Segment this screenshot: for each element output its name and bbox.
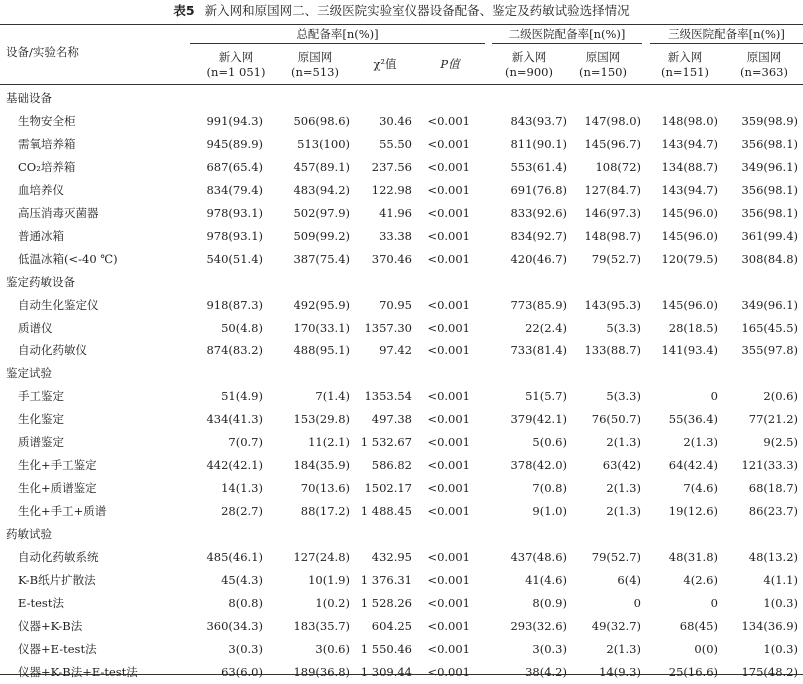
cell-level3-orig: 134(36.9) xyxy=(741,618,798,633)
cell-p-value: <0.001 xyxy=(427,320,470,335)
subheader-level3-new: 新入网 (n=151) xyxy=(661,50,709,79)
cell-total-orig: 506(98.6) xyxy=(293,113,350,128)
cell-p-value: <0.001 xyxy=(427,504,470,519)
item-name: 仪器+E-test法 xyxy=(18,641,97,656)
cell-level3-new: 145(96.0) xyxy=(661,297,718,312)
cell-level3-new: 143(94.7) xyxy=(661,136,718,151)
cell-total-new: 3(0.3) xyxy=(228,641,263,656)
cell-total-orig: 184(35.9) xyxy=(293,458,350,473)
item-name: 自动生化鉴定仪 xyxy=(18,297,99,312)
cell-level3-orig: 121(33.3) xyxy=(741,458,798,473)
cell-total-orig: 3(0.6) xyxy=(315,641,350,656)
item-name: 自动化药敏仪 xyxy=(18,343,87,358)
table-row xyxy=(0,431,803,454)
cell-total-orig: 457(89.1) xyxy=(293,159,350,174)
table-caption xyxy=(0,0,803,22)
cell-level2-new: 41(4.6) xyxy=(525,573,567,588)
group-header-level3: 三级医院配备率[n(%)] xyxy=(668,27,785,41)
cell-total-new: 14(1.3) xyxy=(221,481,263,496)
cell-level2-new: 38(4.2) xyxy=(525,664,567,679)
cell-level3-orig: 9(2.5) xyxy=(763,435,798,450)
cell-level3-new: 48(31.8) xyxy=(668,550,718,565)
subheader-level2-orig: 原国网 (n=150) xyxy=(579,50,627,79)
cell-level2-new: 8(0.9) xyxy=(532,595,567,610)
cell-p-value: <0.001 xyxy=(427,228,470,243)
cell-level3-new: 68(45) xyxy=(679,618,718,633)
cell-level3-new: 148(98.0) xyxy=(661,113,718,128)
cell-level2-orig: 147(98.0) xyxy=(584,113,641,128)
cell-level3-orig: 359(98.9) xyxy=(741,113,798,128)
table-body xyxy=(0,87,803,684)
cell-level2-orig: 5(3.3) xyxy=(606,389,641,404)
cell-level3-new: 145(96.0) xyxy=(661,228,718,243)
cell-level2-orig: 6(4) xyxy=(617,573,641,588)
item-name: 生物安全柜 xyxy=(18,113,76,128)
cell-p-value: <0.001 xyxy=(427,664,470,679)
table-row xyxy=(0,592,803,615)
cell-level3-orig: 48(13.2) xyxy=(748,550,798,565)
cell-total-orig: 492(95.9) xyxy=(293,297,350,312)
item-name: 血培养仪 xyxy=(18,182,64,197)
cell-chi-square: 497.38 xyxy=(371,412,412,427)
table-row xyxy=(0,661,803,684)
cell-total-new: 50(4.8) xyxy=(221,320,263,335)
cell-level2-orig: 2(1.3) xyxy=(606,641,641,656)
cell-total-orig: 11(2.1) xyxy=(308,435,350,450)
table-row xyxy=(0,317,803,340)
cell-total-new: 687(65.4) xyxy=(206,159,263,174)
cell-p-value: <0.001 xyxy=(427,550,470,565)
cell-level2-new: 437(48.6) xyxy=(510,550,567,565)
cell-level3-new: 7(4.6) xyxy=(683,481,718,496)
cell-level3-orig: 1(0.3) xyxy=(763,641,798,656)
section-label: 鉴定药敏设备 xyxy=(6,274,75,289)
cell-total-new: 434(41.3) xyxy=(206,412,263,427)
group-rule-level3 xyxy=(650,43,803,44)
cell-total-new: 51(4.9) xyxy=(221,389,263,404)
table-row xyxy=(0,110,803,133)
cell-p-value: <0.001 xyxy=(427,435,470,450)
cell-chi-square: 122.98 xyxy=(371,182,412,197)
section-row xyxy=(0,362,803,385)
cell-total-new: 874(83.2) xyxy=(206,343,263,358)
cell-chi-square: 1 376.31 xyxy=(360,573,412,588)
cell-total-new: 485(46.1) xyxy=(206,550,263,565)
table-row xyxy=(0,156,803,179)
cell-level2-new: 7(0.8) xyxy=(532,481,567,496)
cell-level3-orig: 355(97.8) xyxy=(741,343,798,358)
item-name: E-test法 xyxy=(18,595,64,610)
cell-level2-orig: 2(1.3) xyxy=(606,504,641,519)
subheader-p-value: P值 xyxy=(440,57,460,71)
cell-level2-new: 553(61.4) xyxy=(510,159,567,174)
cell-level3-new: 2(1.3) xyxy=(683,435,718,450)
cell-level2-orig: 2(1.3) xyxy=(606,481,641,496)
cell-total-orig: 127(24.8) xyxy=(293,550,350,565)
cell-p-value: <0.001 xyxy=(427,182,470,197)
table-row xyxy=(0,546,803,569)
cell-p-value: <0.001 xyxy=(427,618,470,633)
cell-total-orig: 189(36.8) xyxy=(293,664,350,679)
cell-level2-orig: 5(3.3) xyxy=(606,320,641,335)
cell-level2-new: 9(1.0) xyxy=(532,504,567,519)
cell-chi-square: 41.96 xyxy=(379,205,412,220)
item-column-header: 设备/实验名称 xyxy=(6,45,79,59)
cell-p-value: <0.001 xyxy=(427,573,470,588)
table-row xyxy=(0,638,803,661)
table-row xyxy=(0,179,803,202)
cell-level2-orig: 108(72) xyxy=(595,159,641,174)
section-row xyxy=(0,87,803,110)
cell-p-value: <0.001 xyxy=(427,113,470,128)
cell-total-new: 45(4.3) xyxy=(221,573,263,588)
item-name: 高压消毒灭菌器 xyxy=(18,205,99,220)
cell-level2-orig: 79(52.7) xyxy=(591,251,641,266)
cell-level2-orig: 63(42) xyxy=(602,458,641,473)
cell-total-new: 7(0.7) xyxy=(228,435,263,450)
cell-level2-new: 833(92.6) xyxy=(510,205,567,220)
cell-p-value: <0.001 xyxy=(427,159,470,174)
table-row xyxy=(0,569,803,592)
cell-level2-orig: 148(98.7) xyxy=(584,228,641,243)
item-name: 质谱仪 xyxy=(18,320,53,335)
cell-chi-square: 1 528.26 xyxy=(360,595,412,610)
cell-chi-square: 97.42 xyxy=(379,343,412,358)
cell-p-value: <0.001 xyxy=(427,641,470,656)
cell-p-value: <0.001 xyxy=(427,458,470,473)
cell-level3-orig: 68(18.7) xyxy=(748,481,798,496)
cell-level2-new: 5(0.6) xyxy=(532,435,567,450)
cell-p-value: <0.001 xyxy=(427,205,470,220)
item-name: 生化+手工+质谱 xyxy=(18,504,107,519)
cell-level2-orig: 145(96.7) xyxy=(584,136,641,151)
item-name: 仪器+K-B法+E-test法 xyxy=(18,664,138,679)
cell-chi-square: 33.38 xyxy=(379,228,412,243)
cell-level3-new: 0 xyxy=(710,595,718,610)
cell-total-new: 991(94.3) xyxy=(206,113,263,128)
cell-total-orig: 509(99.2) xyxy=(293,228,350,243)
cell-level2-orig: 49(32.7) xyxy=(591,618,641,633)
cell-level3-orig: 308(84.8) xyxy=(741,251,798,266)
cell-chi-square: 1 488.45 xyxy=(360,504,412,519)
cell-total-orig: 488(95.1) xyxy=(293,343,350,358)
cell-level2-orig: 127(84.7) xyxy=(584,182,641,197)
cell-p-value: <0.001 xyxy=(427,412,470,427)
group-rule-level2 xyxy=(492,43,642,44)
cell-level3-new: 19(12.6) xyxy=(668,504,718,519)
cell-chi-square: 1502.17 xyxy=(364,481,412,496)
cell-total-new: 978(93.1) xyxy=(206,205,263,220)
subheader-total-new: 新入网 (n=1 051) xyxy=(206,50,266,79)
cell-level3-orig: 4(1.1) xyxy=(763,573,798,588)
cell-level2-new: 834(92.7) xyxy=(510,228,567,243)
cell-total-new: 918(87.3) xyxy=(206,297,263,312)
item-name: 自动化药敏系统 xyxy=(18,550,99,565)
cell-level3-orig: 356(98.1) xyxy=(741,205,798,220)
cell-chi-square: 30.46 xyxy=(379,113,412,128)
cell-chi-square: 1357.30 xyxy=(364,320,412,335)
cell-total-new: 28(2.7) xyxy=(221,504,263,519)
cell-total-orig: 88(17.2) xyxy=(300,504,350,519)
cell-level3-new: 4(2.6) xyxy=(683,573,718,588)
cell-level2-orig: 146(97.3) xyxy=(584,205,641,220)
cell-chi-square: 604.25 xyxy=(371,618,412,633)
group-header-total: 总配备率[n(%)] xyxy=(296,27,379,41)
table-row xyxy=(0,408,803,431)
cell-level3-new: 0 xyxy=(710,389,718,404)
item-name: 质谱鉴定 xyxy=(18,435,64,450)
cell-level2-new: 811(90.1) xyxy=(510,136,567,151)
cell-level3-orig: 2(0.6) xyxy=(763,389,798,404)
cell-total-orig: 10(1.9) xyxy=(308,573,350,588)
table-row xyxy=(0,454,803,477)
item-name: 生化+质谱鉴定 xyxy=(18,481,97,496)
item-name: 普通冰箱 xyxy=(18,228,64,243)
cell-p-value: <0.001 xyxy=(427,481,470,496)
cell-total-new: 978(93.1) xyxy=(206,228,263,243)
cell-total-new: 360(34.3) xyxy=(206,618,263,633)
cell-level3-orig: 356(98.1) xyxy=(741,136,798,151)
table-row xyxy=(0,477,803,500)
cell-chi-square: 237.56 xyxy=(371,159,412,174)
cell-level2-orig: 2(1.3) xyxy=(606,435,641,450)
cell-p-value: <0.001 xyxy=(427,136,470,151)
cell-level3-orig: 356(98.1) xyxy=(741,182,798,197)
cell-level2-new: 293(32.6) xyxy=(510,618,567,633)
cell-level3-orig: 175(48.2) xyxy=(741,664,798,679)
cell-chi-square: 1 532.67 xyxy=(360,435,412,450)
cell-total-orig: 387(75.4) xyxy=(293,251,350,266)
cell-level2-new: 22(2.4) xyxy=(525,320,567,335)
item-name: 低温冰箱(<-40 ℃) xyxy=(18,251,118,266)
top-rule xyxy=(0,24,803,25)
group-header-level2: 二级医院配备率[n(%)] xyxy=(508,27,626,41)
cell-chi-square: 432.95 xyxy=(371,550,412,565)
cell-p-value: <0.001 xyxy=(427,297,470,312)
cell-level2-new: 773(85.9) xyxy=(510,297,567,312)
section-label: 药敏试验 xyxy=(6,527,52,542)
cell-level2-orig: 143(95.3) xyxy=(584,297,641,312)
cell-total-orig: 70(13.6) xyxy=(300,481,350,496)
cell-total-new: 442(42.1) xyxy=(206,458,263,473)
cell-level2-orig: 76(50.7) xyxy=(591,412,641,427)
cell-level2-orig: 79(52.7) xyxy=(591,550,641,565)
cell-total-orig: 1(0.2) xyxy=(315,595,350,610)
table-row xyxy=(0,133,803,156)
header-bottom-rule xyxy=(0,84,803,85)
table-row xyxy=(0,385,803,408)
table-row xyxy=(0,294,803,317)
table-row xyxy=(0,615,803,638)
cell-p-value: <0.001 xyxy=(427,251,470,266)
cell-level2-orig: 14(9.3) xyxy=(599,664,641,679)
cell-level3-orig: 86(23.7) xyxy=(748,504,798,519)
table-row xyxy=(0,339,803,362)
cell-level3-new: 120(79.5) xyxy=(661,251,718,266)
cell-chi-square: 586.82 xyxy=(371,458,412,473)
cell-level2-new: 51(5.7) xyxy=(525,389,567,404)
cell-total-orig: 183(35.7) xyxy=(293,618,350,633)
item-name: 生化+手工鉴定 xyxy=(18,458,97,473)
cell-level2-new: 843(93.7) xyxy=(510,113,567,128)
cell-level3-orig: 1(0.3) xyxy=(763,595,798,610)
cell-level2-new: 420(46.7) xyxy=(510,251,567,266)
cell-level2-orig: 133(88.7) xyxy=(584,343,641,358)
table-number: 表5 xyxy=(173,3,195,18)
item-name: K-B纸片扩散法 xyxy=(18,573,96,588)
table-row xyxy=(0,248,803,271)
table-row xyxy=(0,500,803,523)
cell-level3-new: 141(93.4) xyxy=(661,343,718,358)
cell-total-orig: 153(29.8) xyxy=(293,412,350,427)
table-row xyxy=(0,202,803,225)
cell-level2-new: 378(42.0) xyxy=(510,458,567,473)
cell-p-value: <0.001 xyxy=(427,343,470,358)
cell-total-orig: 502(97.9) xyxy=(293,205,350,220)
cell-total-new: 8(0.8) xyxy=(228,595,263,610)
subheader-total-orig: 原国网 (n=513) xyxy=(291,50,339,79)
cell-level2-new: 3(0.3) xyxy=(532,641,567,656)
cell-level3-new: 145(96.0) xyxy=(661,205,718,220)
subheader-level3-orig: 原国网 (n=363) xyxy=(740,50,788,79)
item-name: 生化鉴定 xyxy=(18,412,64,427)
cell-total-new: 540(51.4) xyxy=(206,251,263,266)
cell-level3-orig: 361(99.4) xyxy=(741,228,798,243)
cell-level3-new: 143(94.7) xyxy=(661,182,718,197)
cell-chi-square: 370.46 xyxy=(371,251,412,266)
item-name: CO₂培养箱 xyxy=(18,159,76,174)
cell-p-value: <0.001 xyxy=(427,595,470,610)
subheader-level2-new: 新入网 (n=900) xyxy=(505,50,553,79)
item-name: 手工鉴定 xyxy=(18,389,64,404)
table-row xyxy=(0,225,803,248)
cell-level2-new: 691(76.8) xyxy=(510,182,567,197)
group-rule-total xyxy=(190,43,485,44)
cell-chi-square: 1 309.44 xyxy=(360,664,412,679)
section-row xyxy=(0,523,803,546)
cell-chi-square: 55.50 xyxy=(379,136,412,151)
cell-level3-new: 28(18.5) xyxy=(668,320,718,335)
item-name: 需氧培养箱 xyxy=(18,136,76,151)
cell-p-value: <0.001 xyxy=(427,389,470,404)
cell-level3-orig: 77(21.2) xyxy=(748,412,798,427)
cell-total-new: 63(6.0) xyxy=(221,664,263,679)
cell-level3-new: 64(42.4) xyxy=(668,458,718,473)
cell-level2-new: 733(81.4) xyxy=(510,343,567,358)
section-row xyxy=(0,271,803,294)
cell-total-new: 834(79.4) xyxy=(206,182,263,197)
cell-total-new: 945(89.9) xyxy=(206,136,263,151)
cell-level3-new: 55(36.4) xyxy=(668,412,718,427)
section-label: 基础设备 xyxy=(6,91,52,105)
cell-level2-new: 379(42.1) xyxy=(510,412,567,427)
cell-level3-new: 134(88.7) xyxy=(661,159,718,174)
cell-level3-new: 25(16.6) xyxy=(668,664,718,679)
section-label: 鉴定试验 xyxy=(6,366,52,381)
cell-total-orig: 170(33.1) xyxy=(293,320,350,335)
cell-level3-orig: 349(96.1) xyxy=(741,159,798,174)
cell-chi-square: 1353.54 xyxy=(364,389,412,404)
subheader-chi-square: χ²值 xyxy=(373,57,397,71)
cell-total-orig: 483(94.2) xyxy=(293,182,350,197)
cell-total-orig: 7(1.4) xyxy=(315,389,350,404)
cell-level2-orig: 0 xyxy=(633,595,641,610)
cell-level3-orig: 349(96.1) xyxy=(741,297,798,312)
table-title: 新入网和原国网二、三级医院实验室仪器设备配备、鉴定及药敏试验选择情况 xyxy=(204,3,630,18)
item-name: 仪器+K-B法 xyxy=(18,618,83,633)
cell-chi-square: 70.95 xyxy=(379,297,412,312)
cell-level3-orig: 165(45.5) xyxy=(741,320,798,335)
cell-chi-square: 1 550.46 xyxy=(360,641,412,656)
cell-total-orig: 513(100) xyxy=(297,136,350,151)
cell-level3-new: 0(0) xyxy=(694,641,718,656)
